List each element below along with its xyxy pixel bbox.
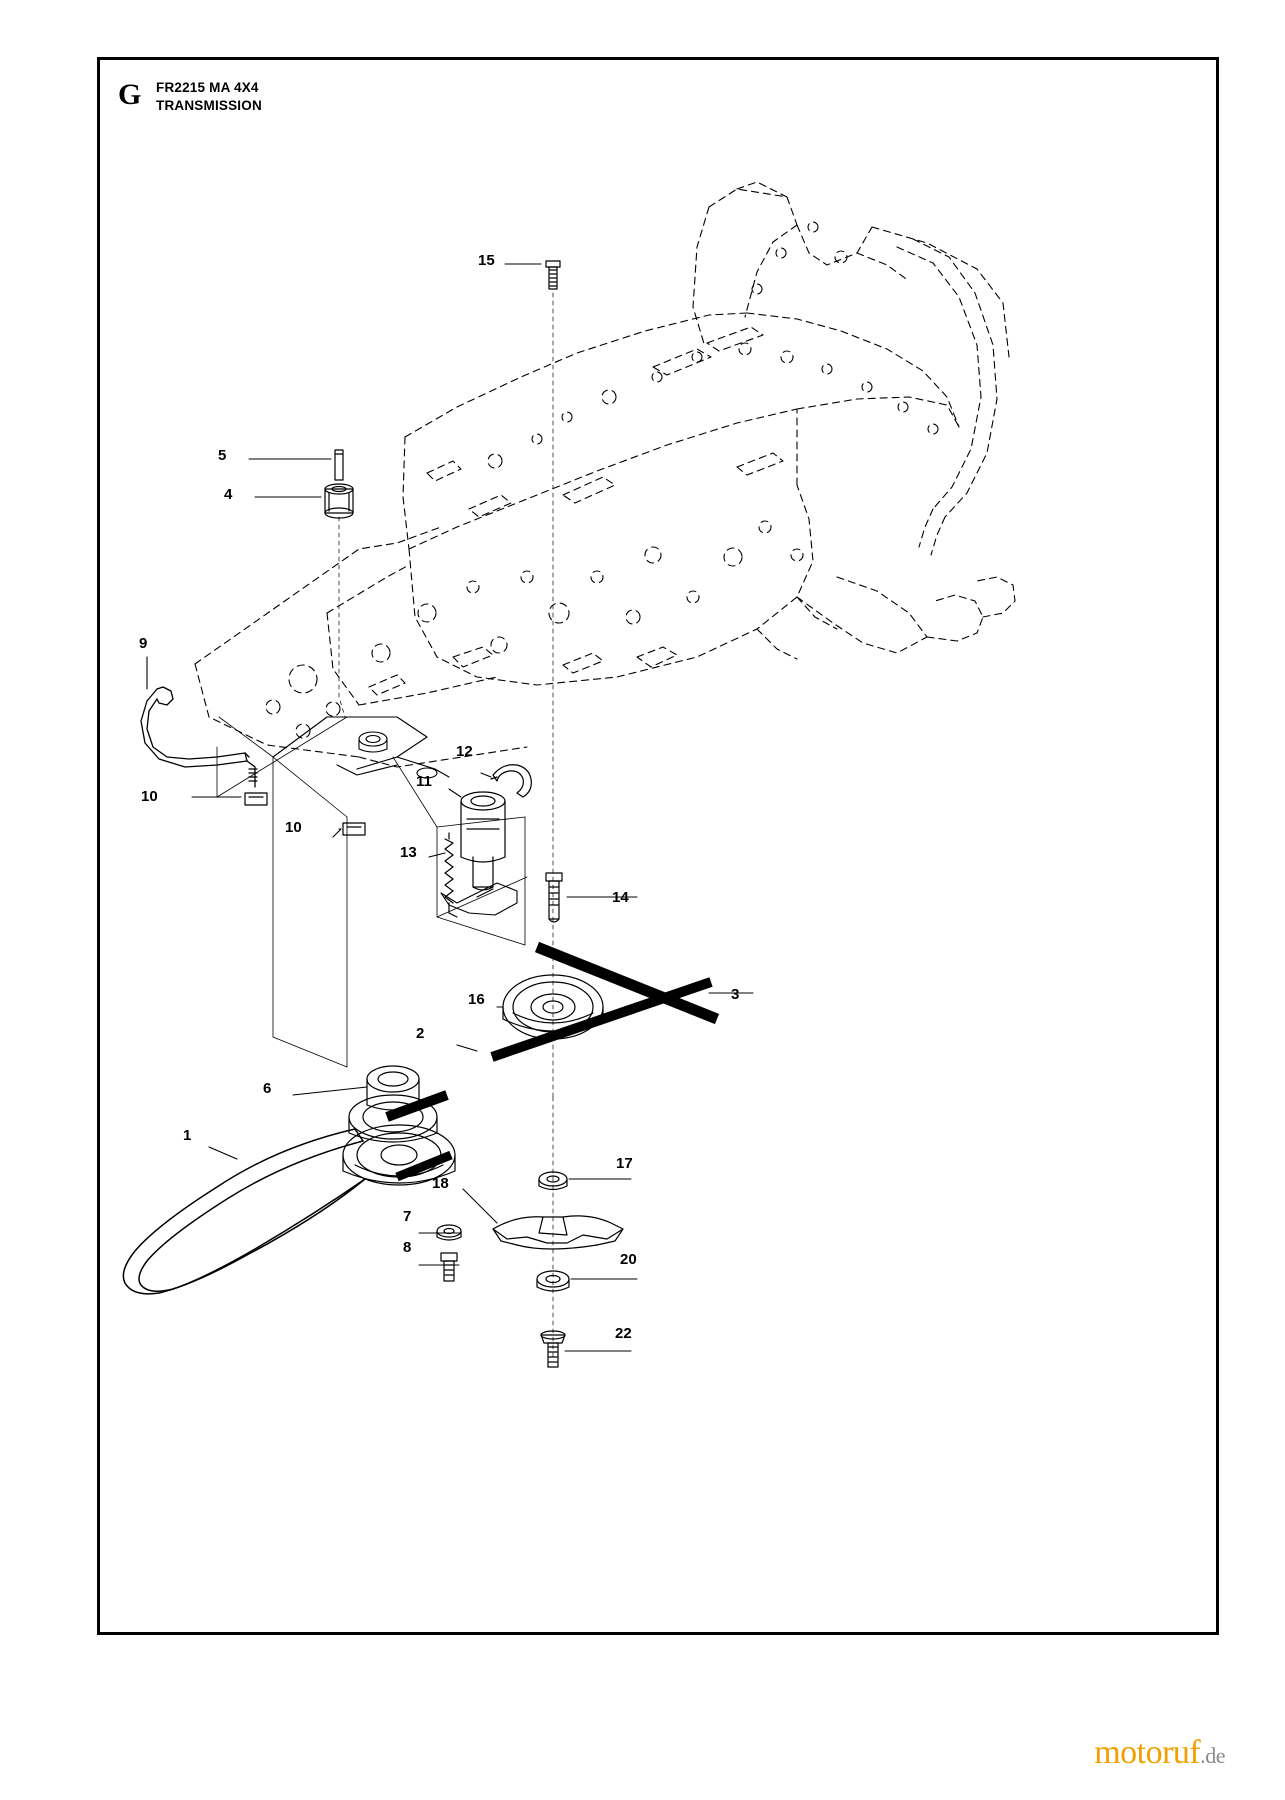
watermark: [1094, 1734, 1225, 1772]
callout-17: 17: [616, 1155, 633, 1172]
model-title: FR2215 MA 4X4: [156, 80, 259, 95]
callout-20: 20: [620, 1251, 637, 1268]
callout-1: 1: [183, 1127, 192, 1144]
callout-11: 11: [416, 773, 432, 790]
callout-3: 3: [731, 986, 740, 1003]
callout-18: 18: [432, 1175, 449, 1192]
callout-8: 8: [403, 1239, 412, 1256]
callout-10-mid: 10: [285, 819, 302, 836]
section-letter: G: [118, 78, 142, 111]
callout-13: 13: [400, 844, 417, 861]
watermark-tld: .de: [1200, 1743, 1225, 1768]
callout-10-left: 10: [141, 788, 158, 805]
callout-2: 2: [416, 1025, 425, 1042]
callout-12: 12: [456, 743, 473, 760]
callout-16: 16: [468, 991, 485, 1008]
section-title: TRANSMISSION: [156, 98, 262, 113]
callout-22: 22: [615, 1325, 632, 1342]
callout-4: 4: [224, 486, 233, 503]
watermark-name: motoruf: [1094, 1734, 1201, 1771]
callout-5: 5: [218, 447, 227, 464]
callout-6: 6: [263, 1080, 272, 1097]
callout-7: 7: [403, 1208, 412, 1225]
callout-15: 15: [478, 252, 495, 269]
callout-9: 9: [139, 635, 148, 652]
exploded-diagram-artwork: [97, 57, 1219, 1635]
callout-14: 14: [612, 889, 629, 906]
